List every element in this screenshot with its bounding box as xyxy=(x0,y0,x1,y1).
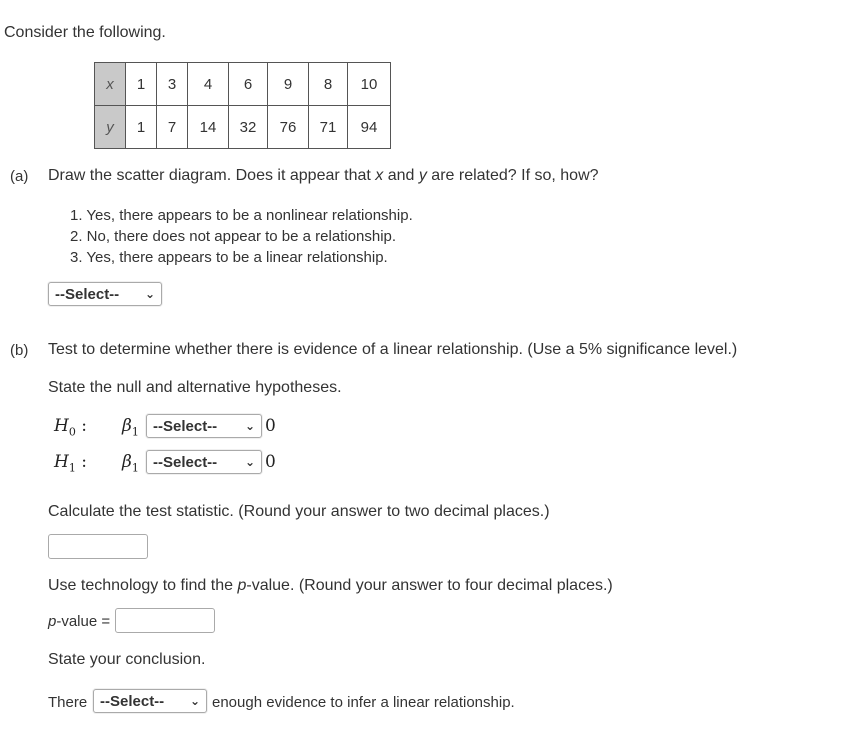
h1-sub: 1 xyxy=(68,461,76,475)
pvalue-prompt-post: -value. (Round your answer to four decimal places.) xyxy=(246,577,613,594)
test-stat-prompt: Calculate the test statistic. (Round your answer to two decimal places.) xyxy=(48,503,550,520)
table-cell: 71 xyxy=(309,106,348,149)
pvalue-var: p xyxy=(237,577,247,594)
h1-colon: : xyxy=(81,452,87,472)
part-a-question-mid: and xyxy=(383,167,419,184)
table-cell: 32 xyxy=(229,106,268,149)
option-item: 2. No, there does not appear to be a relationship. xyxy=(70,228,397,245)
test-stat-input[interactable] xyxy=(48,534,148,559)
part-b-question: Test to determine whether there is evidence of a linear relationship. (Use a 5% significance level.) xyxy=(48,341,738,358)
pvalue-prompt-pre: Use technology to find the xyxy=(48,577,238,594)
part-b-label: (b) xyxy=(10,342,29,359)
h1-zero: 0 xyxy=(265,452,276,472)
table-cell: 1 xyxy=(126,106,157,149)
h0-select[interactable] xyxy=(146,414,262,438)
part-a-options xyxy=(70,205,413,268)
chevron-down-icon: ⌄ xyxy=(144,287,155,301)
table-cell: 76 xyxy=(268,106,309,149)
pvalue-label-post: -value = xyxy=(56,613,111,630)
part-a-label: (a) xyxy=(10,168,29,185)
table-cell: 3 xyxy=(157,63,188,106)
h1-symbol: H xyxy=(54,452,69,472)
conclusion-post: enough evidence to infer a linear relationship. xyxy=(212,694,515,711)
table-cell: 7 xyxy=(157,106,188,149)
part-a-question-post: are related? If so, how? xyxy=(426,167,599,184)
part-a-question-pre: Draw the scatter diagram. Does it appear that xyxy=(48,167,376,184)
table-cell: 9 xyxy=(268,63,309,106)
option-item: 3. Yes, there appears to be a linear relationship. xyxy=(70,249,388,266)
hypotheses-prompt: State the null and alternative hypotheses. xyxy=(48,379,342,396)
var-x: x xyxy=(375,167,384,184)
beta-sub: 1 xyxy=(131,461,139,475)
data-table xyxy=(94,62,391,149)
h1-beta xyxy=(122,452,139,474)
pvalue-prompt xyxy=(48,577,613,595)
h0-colon: : xyxy=(81,416,87,436)
h1-label xyxy=(54,452,87,474)
part-a-question xyxy=(48,167,599,185)
conclusion-prompt: State your conclusion. xyxy=(48,651,206,668)
chevron-down-icon: ⌄ xyxy=(244,455,255,469)
pvalue-label-var: p xyxy=(48,613,57,630)
beta-sub: 1 xyxy=(131,425,139,439)
var-y: y xyxy=(418,167,427,184)
table-cell: 10 xyxy=(348,63,391,106)
beta-symbol: β xyxy=(122,452,132,472)
h0-beta xyxy=(122,416,139,438)
chevron-down-icon: ⌄ xyxy=(244,419,255,433)
table-header-y: y xyxy=(95,106,126,149)
select-value: --Select-- xyxy=(153,417,218,435)
table-cell: 6 xyxy=(229,63,268,106)
select-value: --Select-- xyxy=(100,692,165,710)
intro-text: Consider the following. xyxy=(4,24,166,41)
pvalue-label xyxy=(48,613,110,630)
chevron-down-icon: ⌄ xyxy=(189,694,200,708)
table-cell: 8 xyxy=(309,63,348,106)
h0-label xyxy=(54,416,87,438)
select-value: --Select-- xyxy=(153,453,218,471)
pvalue-input[interactable] xyxy=(115,608,215,633)
table-row-y xyxy=(95,106,391,149)
part-a-select[interactable] xyxy=(48,282,162,306)
table-row-x xyxy=(95,63,391,106)
h1-select[interactable] xyxy=(146,450,262,474)
conclusion-select[interactable] xyxy=(93,689,207,713)
h0-zero: 0 xyxy=(265,416,276,436)
table-cell: 94 xyxy=(348,106,391,149)
table-header-x: x xyxy=(95,63,126,106)
h0-sub: 0 xyxy=(68,425,76,439)
table-cell: 1 xyxy=(126,63,157,106)
select-value: --Select-- xyxy=(55,285,120,303)
conclusion-pre: There xyxy=(48,694,88,711)
option-item: 1. Yes, there appears to be a nonlinear relationship. xyxy=(70,207,413,224)
h0-symbol: H xyxy=(54,416,69,436)
table-cell: 14 xyxy=(188,106,229,149)
beta-symbol: β xyxy=(122,416,132,436)
table-cell: 4 xyxy=(188,63,229,106)
